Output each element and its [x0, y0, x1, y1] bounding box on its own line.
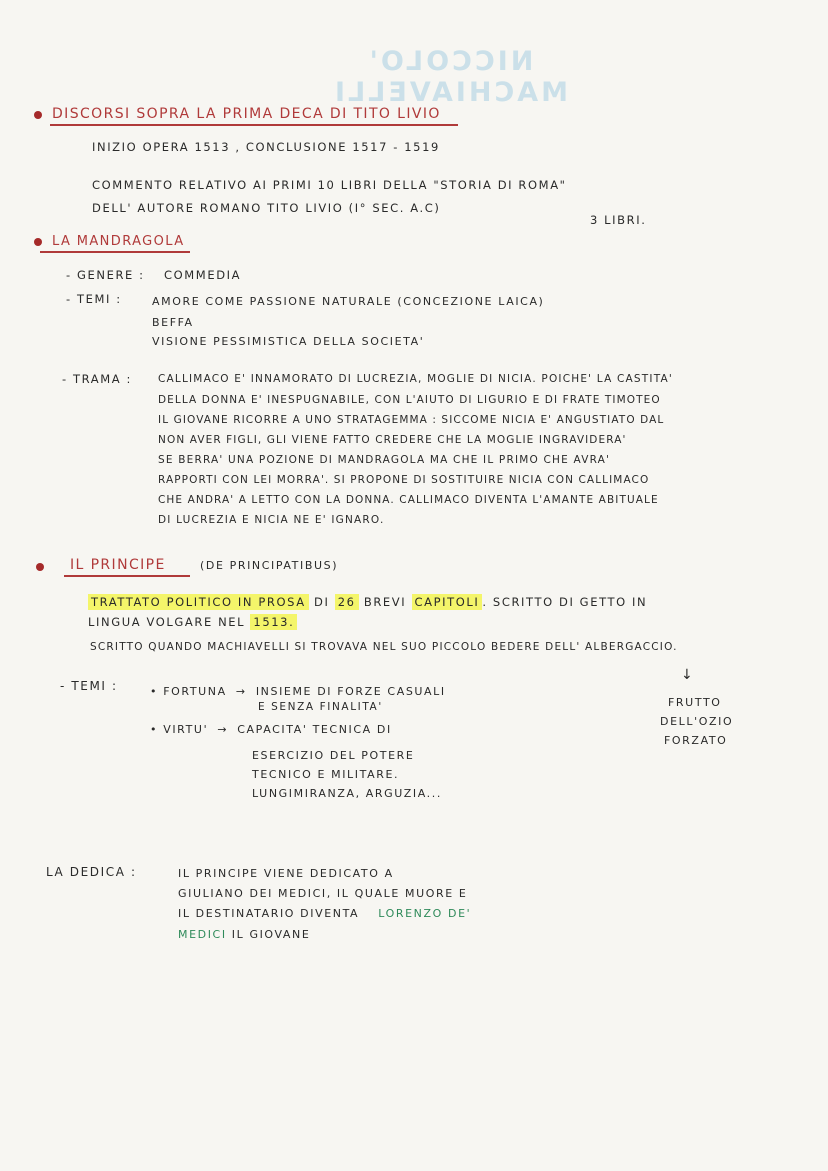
virtu-row	[150, 724, 392, 735]
bullet-icon: •	[150, 685, 159, 698]
trama-line-7: CHE ANDRA' A LETTO CON LA DONNA. CALLIMACO DIVENTA L'AMANTE ABITUALE	[158, 494, 659, 506]
highlight-text: 26	[335, 594, 359, 610]
virtu-desc-4: LUNGIMIRANZA, ARGUZIA...	[252, 787, 442, 800]
mandragola-tema-2: BEFFA	[152, 316, 194, 329]
virtu-label: VIRTU'	[163, 723, 209, 736]
bullet-dot-icon	[36, 563, 44, 571]
principe-underline	[64, 575, 190, 577]
virtu-desc-3: TECNICO E MILITARE.	[252, 768, 400, 781]
arrow-right-icon: →	[235, 685, 247, 698]
line-text: BREVI	[363, 595, 407, 609]
fortuna-label: FORTUNA	[163, 685, 227, 698]
page-title: NICCOLO' MACHIAVELLI	[331, 46, 569, 108]
mandragola-temi-label: - TEMI :	[66, 292, 122, 306]
trama-line-6: RAPPORTI CON LEI MORRA'. SI PROPONE DI SOSTITUIRE NICIA CON CALLIMACO	[158, 474, 650, 486]
arrow-down-icon: ↓	[681, 667, 695, 683]
dedica-line-1: IL PRINCIPE VIENE DEDICATO A	[178, 867, 394, 880]
bullet-dot-icon	[34, 238, 42, 246]
principe-line-3: SCRITTO QUANDO MACHIAVELLI SI TROVAVA NEL SUO PICCOLO BEDERE DELL' ALBERGACCIO.	[90, 641, 678, 653]
discorsi-line-3: DELL' AUTORE ROMANO TITO LIVIO (I° SEC. A.C)	[92, 201, 441, 215]
frutto-line-1: FRUTTO	[668, 696, 722, 709]
virtu-desc-1: CAPACITA' TECNICA DI	[237, 723, 392, 736]
fortuna-row	[150, 686, 446, 697]
line-text: DI	[314, 595, 330, 609]
highlight-text: 1513.	[250, 614, 297, 630]
principe-line-2	[88, 617, 297, 629]
trama-line-8: DI LUCREZIA E NICIA NE E' IGNARO.	[158, 514, 385, 526]
discorsi-side-note: 3 LIBRI.	[590, 213, 647, 227]
line-text: LINGUA VOLGARE NEL	[88, 615, 246, 629]
trama-line-3: IL GIOVANE RICORRE A UNO STRATAGEMMA : SICCOME NICIA E' ANGUSTIATO DAL	[158, 414, 665, 426]
mandragola-tema-3: VISIONE PESSIMISTICA DELLA SOCIETA'	[152, 335, 425, 348]
arrow-right-icon: →	[217, 723, 229, 736]
dedica-line-2: GIULIANO DEI MEDICI, IL QUALE MUORE E	[178, 887, 468, 900]
dedica-line-4	[178, 929, 310, 940]
highlight-text: TRATTATO POLITICO IN PROSA	[88, 594, 309, 610]
trama-line-4: NON AVER FIGLI, GLI VIENE FATTO CREDERE CHE LA MOGLIE INGRAVIDERA'	[158, 434, 627, 446]
virtu-desc-2: ESERCIZIO DEL POTERE	[252, 749, 415, 762]
discorsi-heading: DISCORSI SOPRA LA PRIMA DECA DI TITO LIVIO	[52, 106, 441, 122]
principe-heading: IL PRINCIPE	[70, 557, 166, 573]
mandragola-heading: LA MANDRAGOLA	[52, 234, 185, 249]
principe-line-1	[88, 597, 647, 609]
discorsi-underline	[50, 124, 458, 126]
dedica-line-3	[178, 908, 471, 919]
mandragola-trama-label: - TRAMA :	[62, 372, 132, 386]
principe-temi-label: - TEMI :	[60, 679, 118, 693]
mandragola-tema-1: AMORE COME PASSIONE NATURALE (CONCEZIONE LAICA)	[152, 295, 545, 308]
line-text: IL GIOVANE	[231, 928, 311, 941]
mandragola-genere-label: - GENERE :	[66, 268, 145, 282]
bullet-icon: •	[150, 723, 159, 736]
bullet-dot-icon	[34, 111, 42, 119]
trama-line-1: CALLIMACO E' INNAMORATO DI LUCREZIA, MOGLIE DI NICIA. POICHE' LA CASTITA'	[158, 373, 673, 385]
fortuna-desc-1: INSIEME DI FORZE CASUALI	[255, 685, 446, 698]
line-text: IL DESTINATARIO DIVENTA	[178, 907, 360, 920]
green-text: MEDICI	[178, 928, 227, 941]
principe-subtitle: (DE PRINCIPATIBUS)	[200, 559, 339, 572]
frutto-line-2: DELL'OZIO	[660, 715, 734, 728]
highlight-text: CAPITOLI	[412, 594, 483, 610]
discorsi-line-2: COMMENTO RELATIVO AI PRIMI 10 LIBRI DELLA "STORIA DI ROMA"	[92, 178, 567, 192]
line-text: . SCRITTO DI GETTO IN	[482, 595, 648, 609]
green-text: LORENZO DE'	[378, 907, 472, 920]
mandragola-underline	[40, 251, 190, 253]
trama-line-2: DELLA DONNA E' INESPUGNABILE, CON L'AIUTO DI LIGURIO E DI FRATE TIMOTEO	[158, 394, 661, 406]
trama-line-5: SE BERRA' UNA POZIONE DI MANDRAGOLA MA CHE IL PRIMO CHE AVRA'	[158, 454, 611, 466]
mandragola-genere-value: COMMEDIA	[164, 268, 242, 282]
frutto-line-3: FORZATO	[664, 734, 728, 747]
discorsi-line-1: INIZIO OPERA 1513 , CONCLUSIONE 1517 - 1519	[92, 140, 440, 154]
dedica-label: LA DEDICA :	[46, 865, 137, 879]
fortuna-desc-2: E SENZA FINALITA'	[258, 701, 383, 713]
